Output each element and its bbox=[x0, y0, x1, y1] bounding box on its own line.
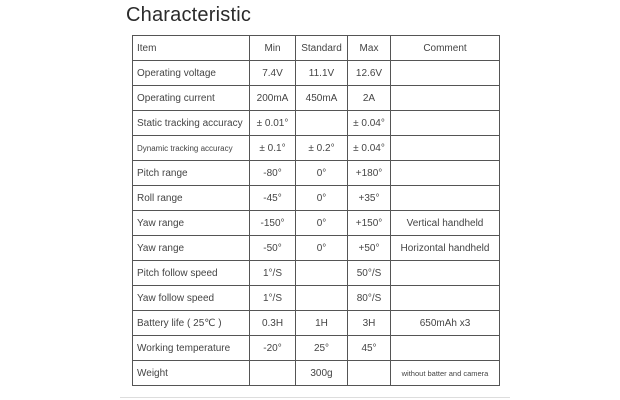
row-max: ± 0.04° bbox=[348, 136, 391, 161]
row-standard: 300g bbox=[296, 361, 348, 386]
row-standard: 0° bbox=[296, 236, 348, 261]
row-comment: Vertical handheld bbox=[391, 211, 500, 236]
row-min: 1°/S bbox=[250, 286, 296, 311]
row-comment bbox=[391, 136, 500, 161]
row-comment: 650mAh x3 bbox=[391, 311, 500, 336]
row-max: ± 0.04° bbox=[348, 111, 391, 136]
row-standard bbox=[296, 111, 348, 136]
row-min: -80° bbox=[250, 161, 296, 186]
row-item: Battery life ( 25℃ ) bbox=[133, 311, 250, 336]
table-row bbox=[133, 61, 500, 86]
row-item: Pitch range bbox=[133, 161, 250, 186]
row-min: 7.4V bbox=[250, 61, 296, 86]
row-min: 1°/S bbox=[250, 261, 296, 286]
table-row bbox=[133, 311, 500, 336]
row-min: -45° bbox=[250, 186, 296, 211]
row-max bbox=[348, 361, 391, 386]
row-item: Dynamic tracking accuracy bbox=[133, 136, 250, 161]
row-item: Yaw range bbox=[133, 236, 250, 261]
table-row bbox=[133, 236, 500, 261]
table-row bbox=[133, 161, 500, 186]
row-min: ± 0.01° bbox=[250, 111, 296, 136]
table-header-row bbox=[133, 36, 500, 61]
row-comment bbox=[391, 86, 500, 111]
row-comment bbox=[391, 261, 500, 286]
row-max: 80°/S bbox=[348, 286, 391, 311]
row-item: Yaw follow speed bbox=[133, 286, 250, 311]
table-row bbox=[133, 261, 500, 286]
header-item: Item bbox=[133, 36, 250, 61]
row-min: -20° bbox=[250, 336, 296, 361]
row-item: Working temperature bbox=[133, 336, 250, 361]
row-comment: without batter and camera bbox=[391, 361, 500, 386]
row-standard: 0° bbox=[296, 211, 348, 236]
row-min: 0.3H bbox=[250, 311, 296, 336]
row-comment bbox=[391, 336, 500, 361]
header-standard: Standard bbox=[296, 36, 348, 61]
bottom-divider bbox=[120, 397, 510, 398]
row-standard: 11.1V bbox=[296, 61, 348, 86]
row-comment bbox=[391, 186, 500, 211]
table-row bbox=[133, 286, 500, 311]
table-row bbox=[133, 86, 500, 111]
row-min: 200mA bbox=[250, 86, 296, 111]
row-max: +50° bbox=[348, 236, 391, 261]
row-comment bbox=[391, 61, 500, 86]
row-max: 45° bbox=[348, 336, 391, 361]
row-standard: ± 0.2° bbox=[296, 136, 348, 161]
row-comment bbox=[391, 111, 500, 136]
row-standard: 0° bbox=[296, 161, 348, 186]
header-min: Min bbox=[250, 36, 296, 61]
header-max: Max bbox=[348, 36, 391, 61]
table-row bbox=[133, 361, 500, 386]
table-row bbox=[133, 211, 500, 236]
table-row bbox=[133, 186, 500, 211]
row-item: Yaw range bbox=[133, 211, 250, 236]
row-standard bbox=[296, 286, 348, 311]
row-standard bbox=[296, 261, 348, 286]
row-max: +180° bbox=[348, 161, 391, 186]
row-min: -50° bbox=[250, 236, 296, 261]
row-comment: Horizontal handheld bbox=[391, 236, 500, 261]
row-max: +35° bbox=[348, 186, 391, 211]
row-max: 3H bbox=[348, 311, 391, 336]
row-standard: 0° bbox=[296, 186, 348, 211]
row-comment bbox=[391, 286, 500, 311]
row-max: 50°/S bbox=[348, 261, 391, 286]
row-max: 12.6V bbox=[348, 61, 391, 86]
row-max: +150° bbox=[348, 211, 391, 236]
characteristic-table bbox=[132, 35, 500, 386]
row-max: 2A bbox=[348, 86, 391, 111]
table-row bbox=[133, 136, 500, 161]
table-row bbox=[133, 111, 500, 136]
table-row bbox=[133, 336, 500, 361]
row-min bbox=[250, 361, 296, 386]
row-standard: 450mA bbox=[296, 86, 348, 111]
row-item: Roll range bbox=[133, 186, 250, 211]
row-item: Operating current bbox=[133, 86, 250, 111]
row-min: -150° bbox=[250, 211, 296, 236]
page-title: Characteristic bbox=[126, 4, 252, 26]
row-min: ± 0.1° bbox=[250, 136, 296, 161]
row-item: Operating voltage bbox=[133, 61, 250, 86]
row-item: Weight bbox=[133, 361, 250, 386]
header-comment: Comment bbox=[391, 36, 500, 61]
row-comment bbox=[391, 161, 500, 186]
row-standard: 1H bbox=[296, 311, 348, 336]
row-item: Pitch follow speed bbox=[133, 261, 250, 286]
row-standard: 25° bbox=[296, 336, 348, 361]
row-item: Static tracking accuracy bbox=[133, 111, 250, 136]
